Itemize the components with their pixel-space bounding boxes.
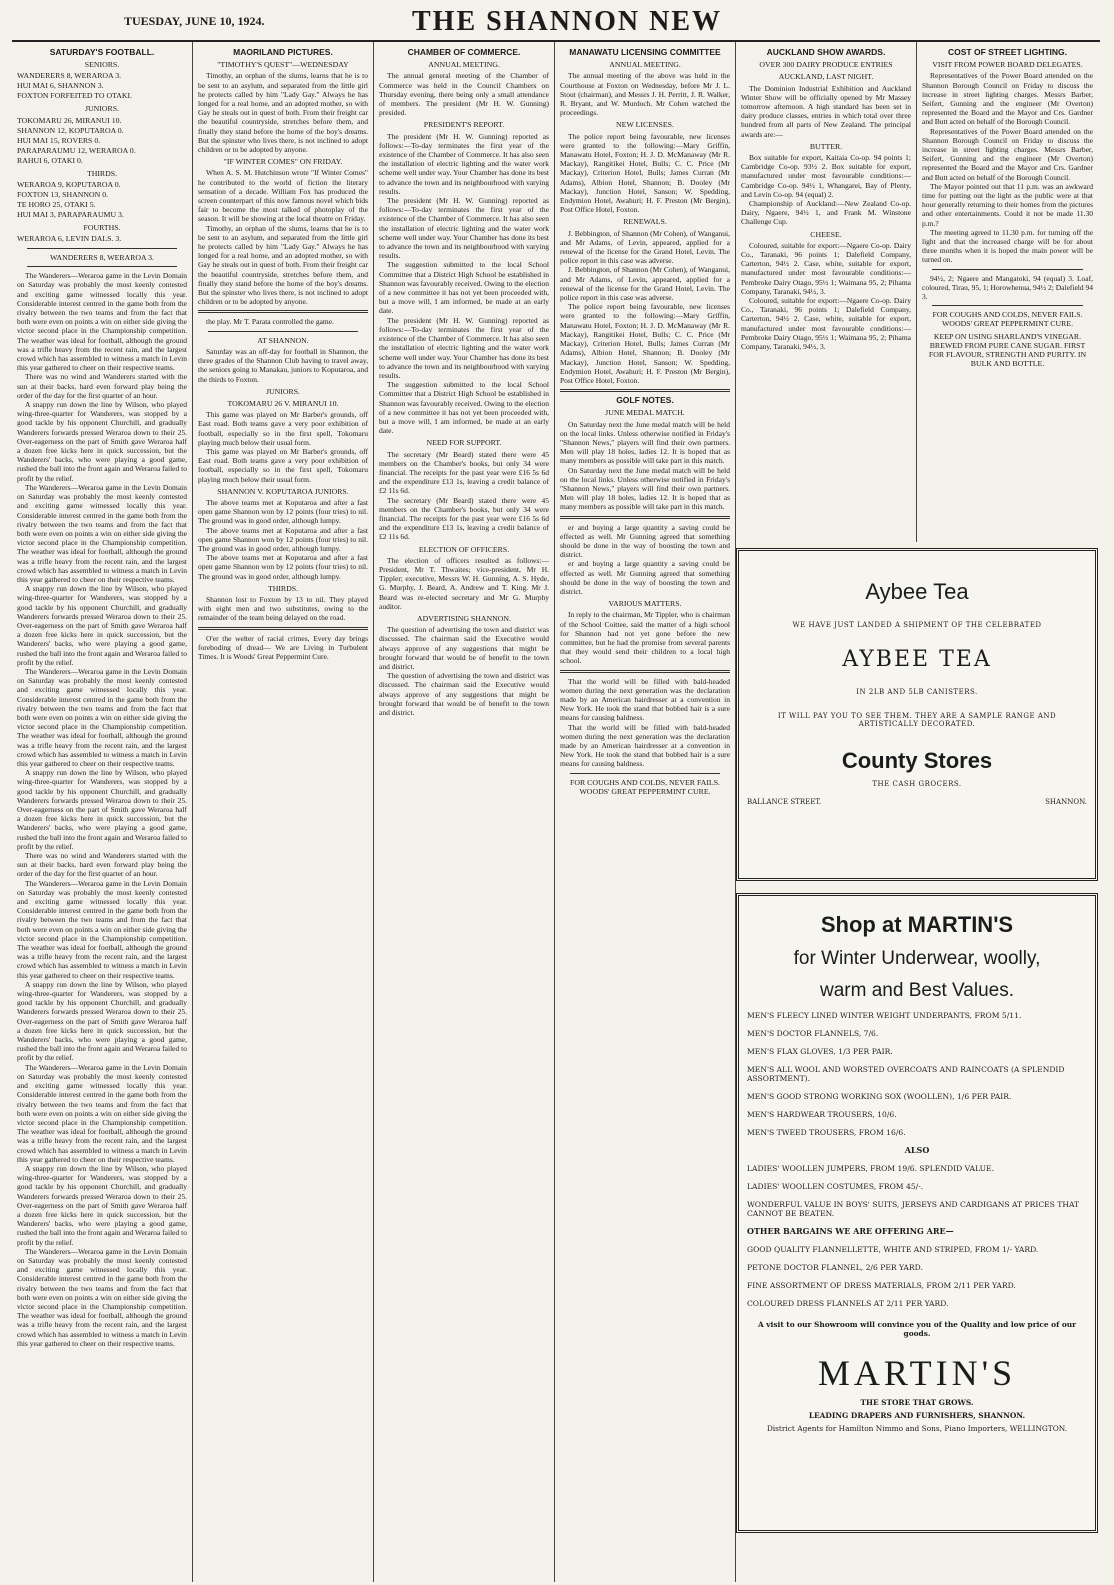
article-paragraph: The president (Mr H. W. Gunning) reported as follows:—To-day terminates the first year of the existence of the Chamber of Commerce. It has also seen the installation of electric lighting and the water work scheme well under way. Your Chamber has done its best to advance the town and its neighbourhood with varying results. — [379, 315, 549, 380]
article-paragraph: There was no wind and Wanderers started with the sun at their backs, hard even forward play being the order of the day for the first quarter of an hour. — [17, 372, 187, 400]
article-paragraph: When A. S. M. Hutchinson wrote "If Winter Comes" he contributed to the world of fiction the literary sensation of a decade. William Fox has produced the screen counterpart of this now famous novel which bids fair to become the most talked of photoplay of the season. It will be showing at the local theatre on Friday. — [198, 168, 368, 224]
ad-item: LADIES' WOOLLEN JUMPERS, FROM 19/6. SPLENDID VALUE. — [747, 1164, 995, 1173]
article-paragraph: The above teams met at Koputaroa and after a fast open game Shannon won by 12 points (four tries) to nil. The ground was in good order, although lumpy. — [198, 553, 368, 581]
article-subheading: ANNUAL MEETING. — [428, 60, 500, 70]
section-juniors: JUNIORS. — [84, 104, 119, 114]
article-subheading: ADVERTISING SHANNON. — [417, 613, 511, 623]
article-subheading: SHANNON V. KOPUTAROA JUNIORS. — [217, 486, 349, 496]
ad-street: BALLANCE STREET. — [747, 798, 822, 806]
ad-store-name: MARTIN'S — [817, 1353, 1017, 1393]
ad-line: IT WILL PAY YOU TO SEE THEM. THEY ARE A SAMPLE RANGE AND ARTISTICALLY DECORATED. — [777, 712, 1057, 728]
result-line: HUI MAI 6, SHANNON 3. — [17, 81, 104, 91]
article-subheading: JUNIORS. — [265, 386, 300, 396]
article-subheading: CHEESE. — [810, 229, 842, 239]
article-paragraph: Shannon lost to Foxton by 13 to nil. They played with eight men and two substitutes, owing to the remainder of the team being delayed on the road. — [198, 594, 368, 623]
article-paragraph: A snappy run down the line by Wilson, who played wing-three-quarter for Wanderers, was stopped by a good tackle by his opponent Churchill, and gradually Wanderers forwards pressed Weraroa down to their 25. Over-eagerness on the part of Smith gave Weraroa half a dozen free kicks here in quick succession, but the Wanderers' backs, who were playing a good game, rushed the ball into the front again and Weraroa failed to profit by the relief. — [17, 1163, 187, 1247]
result-line: PARAPARAUMU 12, WERAROA 0. — [17, 145, 136, 155]
ad-brand: Aybee Tea — [865, 579, 969, 604]
article-paragraph: The question of advertising the town and district was discussed. The chairman said the Executive would always approve of any suggestions that might be brought forward that would be of benefit to the town and district. — [379, 671, 549, 718]
article-paragraph: Saturday was an off-day for football in Shannon, the three grades of the Shannon Club having to travel away, the seniors going to Manakau, juniors to Koputaroa, and the thirds to Foxton. — [198, 346, 368, 384]
result-line: HUI MAI 15, ROVERS 0. — [17, 135, 101, 145]
article-heading: COST OF STREET LIGHTING. — [948, 47, 1067, 57]
article-heading: MAORILAND PICTURES. — [233, 47, 333, 57]
article-subheading: ANNUAL MEETING. — [609, 60, 681, 70]
ad-footer — [747, 798, 1087, 806]
issue-date: TUESDAY, JUNE 10, 1924. — [124, 14, 265, 28]
article-paragraph: The above teams met at Koputaroa and after a fast open game Shannon won by 12 points (four tries) to nil. The ground was in good order, although lumpy. — [198, 525, 368, 553]
article-paragraph: er and buying a large quantity a saving could be effected as well. Mr Gunning agreed that something should be done in the way of boosting the town and district. — [560, 559, 730, 596]
ad-subheadline: for Winter Underwear, woolly, — [793, 948, 1041, 969]
advert-line: FOR COUGHS AND COLDS, NEVER FAILS. WOODS' GREAT PEPPERMINT CURE. — [932, 310, 1083, 329]
column-pictures — [193, 42, 374, 1582]
result-line: WERAROA 9, KOPUTAROA 0. — [17, 179, 121, 189]
article-subheading: VARIOUS MATTERS. — [608, 599, 682, 609]
article-paragraph: Box suitable for export, Kaitaia Co-op. 94 points 1; Cambridge Co-op. 93½ 2. Box suitable for export, manufactured under most favourable conditions:—Cambridge Co-op. 94½ 1, Whangarei, Bay of Plenty, and Levin Co-op. 94 (equal) 2. — [741, 153, 911, 199]
article-paragraph: The annual meeting of the above was held in the Courthouse at Foxton on Wednesday, before Mr J. L. Stout (chairman), and Messrs J. H. Perritt, J. R. Walker, R. Bryant, and W. Murdoch. Mr Cohen watched the proceedings. — [560, 71, 730, 118]
article-paragraph: That the world will be filled with bald-headed women during the next generation was the declaration made by an American hairdresser at a convention in New York. He took the stand that bobbed hair is a sure means for causing baldness. — [560, 722, 730, 769]
article-paragraph: The election of officers resulted as follows:—President, Mr T. Thwaites; vice-president, Mr H. Tippler; executive, Messrs W. H. Gunning, A. S. Hyde, G. Murphy, J. Beard, A. Andrew and T. King. Mr J. Beard was re-elected secretary and Mr G. Murphy auditor. — [379, 555, 549, 611]
divider — [560, 516, 730, 519]
right-columns — [736, 42, 1098, 1582]
result-line: HUI MAI 3, PARAPARAUMU 3. — [17, 209, 124, 219]
article-paragraph: The question of advertising the town and district was discussed. The chairman said the Executive would always approve of any suggestions that might be brought forward that would be of benefit to the town and district. — [379, 625, 549, 671]
article-paragraph: The police report being favourable, new licenses were granted to the following:—Mary Griffin, Manawatu Hotel, Foxton; H. J. D. McManaway (Mr R. Mackay), Rangitikei Hotel, Bulls; C. C. Price (Mr Mackay), Criterion Hotel, Bulls; James Curran (Mr Adams), Albion Hotel, Shannon; B. Dooley (Mr Mackay), Junction Hotel, Sanson; W. Spedding, Endymion Hotel, Awahuri; H. F. Preston (Mr Bergin), Post Office Hotel, Foxton. — [560, 131, 730, 215]
column-street-lighting — [917, 42, 1098, 542]
article-paragraph: Championship of Auckland:—New Zealand Co-op. Dairy, Ngaere, 94½ 1, and Frank M. Winstone Challenge Cup. — [741, 199, 911, 227]
ad-item: WONDERFUL VALUE IN BOYS' SUITS, JERSEYS AND CARDIGANS AT PRICES THAT CANNOT BE BEATEN. — [747, 1200, 1080, 1218]
masthead — [12, 6, 1100, 42]
article-paragraph: Representatives of the Power Board attended on the Shannon Borough Council on Friday to discuss the increase in street lighting charges. Messrs Barber, Seifert, Gunning and the engineer (Mr Overton) represented the Board and the Mayor and Crs. Gardner and Butt acted on behalf of the Borough Council. — [922, 71, 1093, 127]
divider — [560, 670, 730, 673]
result-line: FOXTON FORFEITED TO OTAKI. — [17, 91, 133, 101]
article-paragraph: In reply to the chairman, Mr Tippler, who is chairman of the School Coittee, said the matter of a high school for Shannon had not yet gone before the new committee, but he had the promise from several parents that they would send their children to a local high school. — [560, 610, 730, 666]
ad-line: WE HAVE JUST LANDED A SHIPMENT OF THE CELEBRATED — [792, 621, 1042, 629]
result-line: TOKOMARU 26, MIRANUI 10. — [17, 115, 122, 125]
article-paragraph: The meeting agreed to 11.30 p.m. for turning off the light and that the increased charge will be for about three months when it is hoped the main power will be turned on. — [922, 227, 1093, 265]
newspaper-title: THE SHANNON NEW — [412, 6, 723, 37]
article-paragraph: The suggestion submitted to the local School Committee that a District High School be established in Shannon was favourably received. Owing to the election of a new committee it has not yet been proceeded with, but a move will, I am informed, be made at an early date. — [379, 260, 549, 316]
article-paragraph: the play. Mr T. Parata controlled the game. — [206, 317, 334, 327]
article-paragraph: The Wanderers—Weraroa game in the Levin Domain on Saturday was probably the most keenly contested and exciting game witnessed locally this year. Considerable interest centred in the game both from the rivalry between the two teams and from the fact that both were even on points a win on either side giving the victor second place in the Championship competition. The weather was ideal for football, although the ground was a trifle heavy from the recent rain, and the largest crowd which has assembled to witness a match in Levin this year gathered to cheer on their respective teams. — [17, 878, 187, 980]
martins-advert — [736, 893, 1098, 1533]
article-paragraph: The secretary (Mr Beard) stated there were 45 members on the Chamber's books, but only 34 were financial. The receipts for the past year were £16 5s 6d and the expenditure £13 1s, leaving a credit balance of £2 11s 6d. — [379, 449, 549, 496]
aybee-tea-advert — [736, 548, 1098, 881]
article-paragraph: The secretary (Mr Beard) stated there were 45 members on the Chamber's books, but only 34 were financial. The receipts for the past year were £16 5s 6d and the expenditure £13 1s, leaving a credit balance of £2 11s 6d. — [379, 495, 549, 542]
article-subheading: JUNE MEDAL MATCH. — [605, 408, 685, 418]
article-paragraph: The suggestion submitted to the local School Committee that a District High School be established in Shannon was favourably received. Owing to the election of a new committee it has not yet been proceeded with, but a move will, I am informed, be made at an early date. — [379, 380, 549, 436]
article-heading: AUCKLAND SHOW AWARDS. — [766, 47, 886, 57]
ad-other: OTHER BARGAINS WE ARE OFFERING ARE— — [747, 1226, 954, 1236]
divider — [570, 773, 720, 774]
divider — [27, 248, 177, 249]
ad-agents: District Agents for Hamilton Nimmo and Sons, Piano Importers, WELLINGTON. — [766, 1424, 1068, 1433]
article-subheading: NEW LICENSES. — [616, 120, 674, 130]
article-heading: SATURDAY'S FOOTBALL. — [49, 47, 155, 57]
article-paragraph: Timothy, an orphan of the slums, learns that he is to be sent to an asylum, and separated from the little girl he protects called by him "Lady Gay." Always he has longed for a real home, and an adopted mother, so with Gay he steals out in quest of both. From their freight car the beautiful countryside, stretches before them, and finally they stand before the home of the boy's dreams. But the spinster who lives there, is not inclined to adopt children or to be adopted by anyone. — [198, 71, 368, 155]
result-line: WANDERERS 8, WERAROA 3. — [17, 71, 122, 81]
ad-store: County Stores — [841, 748, 993, 773]
article-subheading: RENEWALS. — [623, 217, 667, 227]
article-subheading: TOKOMARU 26 V. MIRANUI 10. — [227, 398, 339, 408]
article-subheading: THIRDS. — [267, 583, 299, 593]
ad-headline: Shop at MARTIN'S — [820, 912, 1014, 937]
article-paragraph: The above teams met at Koputaroa and after a fast open game Shannon won by 12 points (four tries) to nil. The ground was in good order, although lumpy. — [198, 497, 368, 526]
result-line: FOXTON 13, SHANNON 0. — [17, 189, 109, 199]
article-paragraph: On Saturday next the June medal match will be held on the local links. Unless otherwise notified in Friday's "Shannon News," players will find their own partners. Men will play 18 holes, ladies 12. It is hoped that as many members as possible will take part in this match. — [560, 419, 730, 466]
article-paragraph: This game was played on Mr Barber's grounds, off East road. Both teams gave a very poor exhibition of football, especially so in the first spell, Tokomaru playing much below their usual form. — [198, 446, 368, 484]
ad-product: AYBEE TEA — [842, 647, 992, 672]
article-subheading: AUCKLAND, LAST NIGHT. — [778, 72, 874, 82]
article-heading: MANAWATU LICENSING COMMITTEE — [569, 47, 721, 57]
ad-item: MEN'S ALL WOOL AND WORSTED OVERCOATS AND RAINCOATS (A SPLENDID ASSORTMENT). — [747, 1065, 1065, 1083]
article-paragraph: The annual general meeting of the Chamber of Commerce was held in the Council Chambers on Thursday evening, there being only a small attendance of members. The president (Mr H. W. Gunning) presided. — [379, 71, 549, 118]
article-paragraph: Representatives of the Power Board attended on the Shannon Borough Council on Friday to discuss the increase in street lighting charges. Messrs Barber, Seifert, Gunning and the engineer (Mr Overton) represented the Board and the Mayor and Crs. Gardner and Butt acted on behalf of the Borough Council. — [922, 126, 1093, 182]
match-heading: WANDERERS 8, WERAROA 3. — [49, 253, 155, 263]
article-subheading: NEED FOR SUPPORT. — [426, 438, 502, 448]
divider — [198, 310, 368, 313]
column-football — [12, 42, 193, 1582]
article-paragraph: The Wanderers—Weraroa game in the Levin Domain on Saturday was probably the most keenly contested and exciting game witnessed locally this year. Considerable interest centred in the game both from the rivalry between the two teams and from the fact that both were even on points a win on either side giving the victor second place in the Championship competition. The weather was ideal for football, although the ground was a trifle heavy from the recent rain, and the largest crowd which has assembled to witness a match in Levin this year gathered to cheer on their respective teams. — [17, 1246, 187, 1348]
result-line: TE HORO 25, OTAKI 5. — [17, 199, 96, 209]
column-show-awards — [736, 42, 917, 542]
divider — [198, 627, 368, 630]
ad-item: COLOURED DRESS FLANNELS AT 2/11 PER YARD. — [747, 1299, 949, 1308]
ad-item: GOOD QUALITY FLANNELLETTE, WHITE AND STRIPED, FROM 1/- YARD. — [747, 1245, 1039, 1254]
result-line: SHANNON 12, KOPUTAROA 0. — [17, 125, 124, 135]
article-subheading: AT SHANNON. — [257, 335, 309, 345]
article-paragraph: A snappy run down the line by Wilson, who played wing-three-quarter for Wanderers, was stopped by a good tackle by his opponent Churchill, and gradually Wanderers forwards pressed Weraroa down to their 25. Over-eagerness on the part of Smith gave Weraroa half a dozen free kicks here in quick succession, but the Wanderers' backs, who were playing a good game, rushed the ball into the front again and Weraroa failed to profit by the relief. — [17, 584, 187, 667]
article-paragraph: On Saturday next the June medal match will be held on the local links. Unless otherwise notified in Friday's "Shannon News," players will find their own partners. Men will play 18 holes, ladies 12. It is hoped that as many members as possible will take part in this match. — [560, 465, 730, 512]
result-line: WERAROA 6, LEVIN DALS. 3. — [17, 234, 122, 244]
article-subheading: "TIMOTHY'S QUEST"—WEDNESDAY — [217, 60, 349, 70]
column-licensing — [555, 42, 736, 1582]
divider — [27, 266, 177, 267]
section-seniors: SENIORS. — [84, 60, 120, 70]
article-paragraph: That the world will be filled with bald-headed women during the next generation was the declaration made by an American hairdresser at a convention in New York. He took the stand that bobbed hair is a sure means for causing baldness. — [560, 676, 730, 723]
ad-slogan: THE STORE THAT GROWS. — [860, 1398, 974, 1407]
ad-visit: A visit to our Showroom will convince you of the Quality and low price of our goods. — [757, 1320, 1077, 1338]
advert-verse: O'er the welter of racial crimes, Every day brings foreboding of dread— We are Living in Turbulent Times. It is Woods' Great Peppermint Cure. — [198, 633, 368, 661]
article-paragraph: There was no wind and Wanderers started with the sun at their backs, hard even forward play being the order of the day for the first quarter of an hour. — [17, 851, 187, 879]
advert-line: FOR COUGHS AND COLDS, NEVER FAILS. WOODS' GREAT PEPPERMINT CURE. — [570, 777, 720, 796]
ad-item: MEN'S TWEED TROUSERS, FROM 16/6. — [747, 1128, 906, 1137]
divider — [932, 269, 1083, 270]
ad-item: MEN'S FLEECY LINED WINTER WEIGHT UNDERPANTS, FROM 5/11. — [747, 1011, 1022, 1020]
ad-leading: LEADING DRAPERS AND FURNISHERS, SHANNON. — [808, 1411, 1026, 1420]
column-chamber — [374, 42, 555, 1582]
ad-item: MEN'S FLAX GLOVES, 1/3 PER PAIR. — [747, 1047, 893, 1056]
article-paragraph: The Dominion Industrial Exhibition and Auckland Winter Show will be officially opened by Mr Massey tomorrow afternoon. A high standard has been set in dairy produce classes, entries in which total over three hundred from all parts of New Zealand. The principal awards are:— — [741, 83, 911, 139]
result-line: RAHUI 6, OTAKI 0. — [17, 155, 83, 165]
article-paragraph: The president (Mr H. W. Gunning) reported as follows:—To-day terminates the first year of the existence of the Chamber of Commerce. It has also seen the installation of electric lighting and the water work scheme well under way. Your Chamber has done its best to advance the town and its neighbourhood with varying results. — [379, 131, 549, 196]
article-paragraph: The president (Mr H. W. Gunning) reported as follows:—To-day terminates the first year of the existence of the Chamber of Commerce. It has also seen the installation of electric lighting and the water work scheme well under way. Your Chamber has done its best to advance the town and its neighbourhood with varying results. — [379, 196, 549, 261]
article-paragraph: Timothy, an orphan of the slums, learns that he is to be sent to an asylum, and separated from the little girl he protects called by him "Lady Gay." Always he has longed for a real home, and an adopted mother, so with Gay he steals out in quest of both. From their freight car the beautiful countryside, stretches before them, and finally they stand before the home of the boy's dreams. But the spinster who lives there, is not inclined to adopt children or to be adopted by anyone. — [198, 223, 368, 307]
article-paragraph: The Wanderers—Weraroa game in the Levin Domain on Saturday was probably the most keenly contested and exciting game witnessed locally this year. Considerable interest centred in the game both from the rivalry between the two teams and from the fact that both were even on points a win on either side giving the victor second place in the Championship competition. The weather was ideal for football, although the ground was a trifle heavy from the recent rain, and the largest crowd which has assembled to witness a match in Levin this year gathered to cheer on their respective teams. — [17, 666, 187, 768]
ad-subheadline: warm and Best Values. — [820, 980, 1014, 1001]
ad-item: MEN'S DOCTOR FLANNELS, 7/6. — [747, 1029, 879, 1038]
article-paragraph: A snappy run down the line by Wilson, who played wing-three-quarter for Wanderers, was stopped by a good tackle by his opponent Churchill, and gradually Wanderers forwards pressed Weraroa down to their 25. Over-eagerness on the part of Smith gave Weraroa half a dozen free kicks here in quick succession, but the Wanderers' backs, who were playing a good game, rushed the ball into the front again and Weraroa failed to profit by the relief. — [17, 768, 187, 851]
article-paragraph: The police report being favourable, new licenses were granted to the following:—Mary Griffin, Manawatu Hotel, Foxton; H. J. D. McManaway (Mr R. Mackay), Rangitikei Hotel, Bulls; C. C. Price (Mr Mackay), Criterion Hotel, Bulls; James Curran (Mr Adams), Albion Hotel, Shannon; B. Dooley (Mr Mackay), Junction Hotel, Sanson; W. Spedding, Endymion Hotel, Awahuri; H. F. Preston (Mr Bergin), Post Office Hotel, Foxton. — [560, 302, 730, 385]
divider — [932, 305, 1083, 306]
article-paragraph: A snappy run down the line by Wilson, who played wing-three-quarter for Wanderers, was stopped by a good tackle by his opponent Churchill, and gradually Wanderers forwards pressed Weraroa down to their 25. Over-eagerness on the part of Smith gave Weraroa half a dozen free kicks here in quick succession, but the Wanderers' backs, who were playing a good game, rushed the ball into the front again and Weraroa failed to profit by the relief. — [17, 400, 187, 483]
article-paragraph: This game was played on Mr Barber's grounds, off East road. Both teams gave a very poor exhibition of football, especially so in the first spell, Tokomaru playing much below their usual form. — [198, 410, 368, 447]
ad-line: IN 2LB AND 5LB CANISTERS. — [856, 688, 978, 696]
article-heading: GOLF NOTES. — [616, 395, 674, 406]
divider — [560, 389, 730, 392]
article-paragraph: Coloured, suitable for export:—Ngaere Co-op. Dairy Co., Taranaki, 96 points 1; Dalefield Company, Carterton, 94½ 2. Case, white, suitable for export, manufactured under most favourable conditions:—Pembroke Dairy Otago, 95½ 1; Waimana 95, 2; Pihama Company, Taranaki, 94½, 3. — [741, 296, 911, 352]
section-thirds: THIRDS. — [86, 168, 118, 178]
ad-tagline: THE CASH GROCERS. — [872, 780, 962, 788]
article-subheading: PRESIDENT'S REPORT. — [423, 120, 505, 130]
ad-item: PETONE DOCTOR FLANNEL, 2/6 PER YARD. — [747, 1263, 923, 1272]
advert-line: KEEP ON USING SHARLAND'S VINEGAR. BREWED FROM PURE CANE SUGAR. FIRST FOR FLAVOUR, STRENGTH AND PURITY. IN BULK AND BOTTLE. — [928, 331, 1087, 369]
ad-also: ALSO — [904, 1145, 930, 1155]
section-fourths: FOURTHS. — [83, 222, 121, 232]
ad-item: MEN'S HARDWEAR TROUSERS, 10/6. — [747, 1110, 897, 1119]
article-subheading: ELECTION OF OFFICERS. — [418, 544, 510, 554]
article-paragraph: The Mayor pointed out that 11 p.m. was an awkward time for putting out the light as the public were at that hour generally returning to their homes from the pictures and other entertainments. Could it not be made 11.30 p.m.? — [922, 181, 1093, 228]
ad-item: LADIES' WOOLLEN COSTUMES, FROM 45/-. — [747, 1182, 924, 1191]
article-paragraph: J. Bebbington, of Shannon (Mr Cohen), of Wanganui, and Mr Adams, of Levin, appeared, applied for a renewal of the license for the Grand Hotel, Levin. The police report in this case was adverse. — [560, 228, 730, 266]
article-paragraph: 94½, 2; Ngaere and Mangatoki, 94 (equal) 3. Loaf, coloured, Tirau, 95, 1; Horowhenua, 94½ 2; Dalefield 94 3. — [922, 273, 1094, 302]
article-subheading: VISIT FROM POWER BOARD DELEGATES. — [932, 60, 1083, 70]
article-paragraph: er and buying a large quantity a saving could be effected as well. Mr Gunning agreed that something should be done in the way of boosting the town and district. — [560, 522, 730, 560]
ad-item: MEN'S GOOD STRONG WORKING SOX (WOOLLEN), 1/6 PER PAIR. — [747, 1092, 1012, 1101]
article-heading: CHAMBER OF COMMERCE. — [407, 47, 521, 57]
article-paragraph: The Wanderers—Weraroa game in the Levin Domain on Saturday was probably the most keenly contested and exciting game witnessed locally this year. Considerable interest centred in the game both from the rivalry between the two teams and from the fact that both were even on points a win on either side giving the victor second place in the Championship competition. The weather was ideal for football, although the ground was a trifle heavy from the recent rain, and the largest crowd which has assembled to witness a match in Levin this year gathered to cheer on their respective teams. — [17, 1062, 187, 1164]
article-subheading: "IF WINTER COMES" ON FRIDAY. — [223, 157, 343, 167]
article-paragraph: A snappy run down the line by Wilson, who played wing-three-quarter for Wanderers, was stopped by a good tackle by his opponent Churchill, and gradually Wanderers forwards pressed Weraroa down to their 25. Over-eagerness on the part of Smith gave Weraroa half a dozen free kicks here in quick succession, but the Wanderers' backs, who were playing a good game, rushed the ball into the front again and Weraroa failed to profit by the relief. — [17, 979, 187, 1063]
article-subheading: BUTTER. — [809, 141, 843, 151]
divider — [208, 331, 358, 332]
article-paragraph: The Wanderers—Weraroa game in the Levin Domain on Saturday was probably the most keenly contested and exciting game witnessed locally this year. Considerable interest centred in the game both from the rivalry between the two teams and from the fact that both were even on points a win on either side giving the victor second place in the Championship competition. The weather was ideal for football, although the ground was a trifle heavy from the recent rain, and the largest crowd which has assembled to witness a match in Levin this year gathered to cheer on their respective teams. — [17, 271, 187, 373]
article-subheading: OVER 300 DAIRY PRODUCE ENTRIES — [759, 60, 893, 70]
ad-item: FINE ASSORTMENT OF DRESS MATERIALS, FROM 2/11 PER YARD. — [747, 1281, 1016, 1290]
article-paragraph: The Wanderers—Weraroa game in the Levin Domain on Saturday was probably the most keenly contested and exciting game witnessed locally this year. Considerable interest centred in the game both from the rivalry between the two teams and from the fact that both were even on points a win on either side giving the victor second place in the Championship competition. The weather was ideal for football, although the ground was a trifle heavy from the recent rain, and the largest crowd which has assembled to witness a match in Levin this year gathered to cheer on their respective teams. — [17, 482, 187, 584]
ad-town: SHANNON. — [1045, 798, 1087, 806]
article-paragraph: Coloured, suitable for export:—Ngaere Co-op. Dairy Co., Taranaki, 96 points 1; Dalefield Company, Carterton, 94½ 2. Case, white, suitable for export, manufactured under most favourable conditions:—Pembroke Dairy Otago, 95½ 1; Waimana 95, 2; Pihama Company, Taranaki, 94½, 3. — [741, 240, 911, 296]
article-paragraph: J. Bebbington, of Shannon (Mr Cohen), of Wanganui, and Mr Adams, of Levin, appeared, applied for a renewal of the license for the Grand Hotel, Levin. The police report in this case was adverse. — [560, 265, 730, 303]
